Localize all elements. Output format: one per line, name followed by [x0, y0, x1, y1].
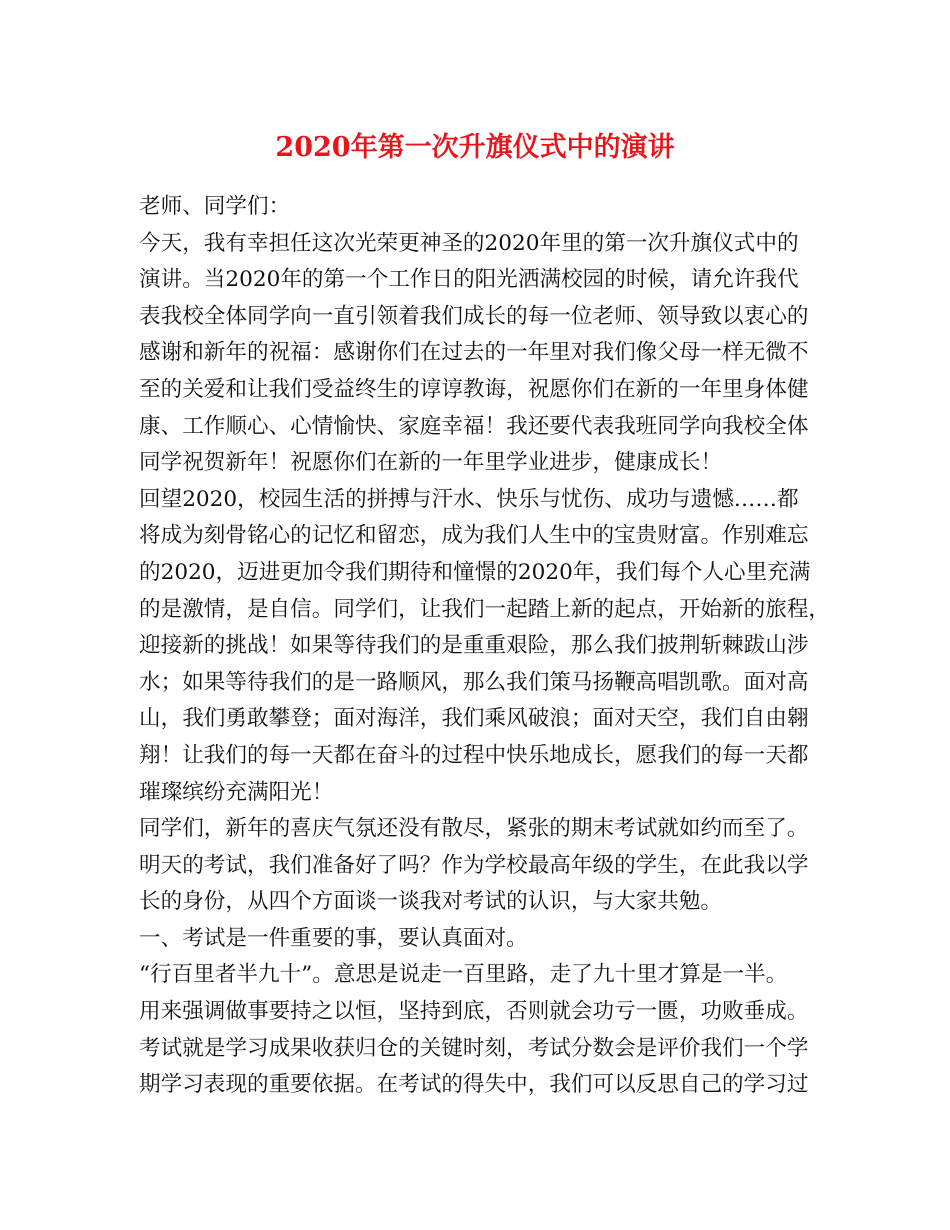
body-line: 水；如果等待我们的是一路顺风，那么我们策马扬鞭高唱凯歌。面对高: [139, 669, 809, 695]
document-title: 2020年第一次升旗仪式中的演讲: [275, 132, 675, 163]
body-line: 至的关爱和让我们受益终生的谆谆教诲，祝愿你们在新的一年里身体健: [139, 376, 809, 402]
body-line: 期学习表现的重要依据。在考试的得失中，我们可以反思自己的学习过: [139, 1072, 809, 1098]
body-line: 一、考试是一件重要的事，要认真面对。: [139, 925, 528, 951]
body-line: 考试就是学习成果收获归仓的关键时刻，考试分数会是评价我们一个学: [139, 1035, 809, 1061]
body-line: 康、工作顺心、心情愉快、家庭幸福！我还要代表我班同学向我校全体: [139, 413, 809, 439]
body-line: 长的身份，从四个方面谈一谈我对考试的认识，与大家共勉。: [139, 889, 723, 915]
body-line: 明天的考试，我们准备好了吗？作为学校最高年级的学生，在此我以学: [139, 852, 809, 878]
body-line: 用来强调做事要持之以恒，坚持到底，否则就会功亏一匮，功败垂成。: [139, 999, 809, 1025]
body-line: 的是激情，是自信。同学们，让我们一起踏上新的起点，开始新的旅程，: [139, 596, 831, 622]
body-line: 表我校全体同学向一直引领着我们成长的每一位老师、领导致以衷心的: [139, 303, 809, 329]
body-line: 感谢和新年的祝福：感谢你们在过去的一年里对我们像父母一样无微不: [139, 340, 809, 366]
body-line: 同学们，新年的喜庆气氛还没有散尽，紧张的期末考试就如约而至了。: [139, 816, 809, 842]
body-line: 将成为刻骨铭心的记忆和留恋，成为我们人生中的宝贵财富。作别难忘: [139, 523, 809, 549]
body-line: 今天，我有幸担任这次光荣更神圣的2020年里的第一次升旗仪式中的: [139, 230, 799, 256]
body-line: 同学祝贺新年！祝愿你们在新的一年里学业进步，健康成长！: [139, 450, 723, 476]
body-line: 的2020，迈进更加令我们期待和憧憬的2020年，我们每个人心里充满: [139, 559, 811, 585]
body-line: 迎接新的挑战！如果等待我们的是重重艰险，那么我们披荆斩棘跋山涉: [139, 633, 809, 659]
body-line: 回望2020，校园生活的拼搏与汗水、快乐与忧伤、成功与遗憾……都: [139, 486, 799, 512]
body-line: 山，我们勇敢攀登；面对海洋，我们乘风破浪；面对天空，我们自由翱: [139, 706, 809, 732]
document-body: [139, 189, 831, 1104]
body-line: 老师、同学们：: [139, 194, 291, 219]
body-line: 翔！让我们的每一天都在奋斗的过程中快乐地成长，愿我们的每一天都: [139, 742, 809, 768]
body-line: 璀璨缤纷充满阳光！: [139, 779, 334, 805]
body-line: 演讲。当2020年的第一个工作日的阳光洒满校园的时候，请允许我代: [139, 267, 799, 293]
body-line: “行百里者半九十”。意思是说走一百里路，走了九十里才算是一半。: [139, 962, 788, 988]
